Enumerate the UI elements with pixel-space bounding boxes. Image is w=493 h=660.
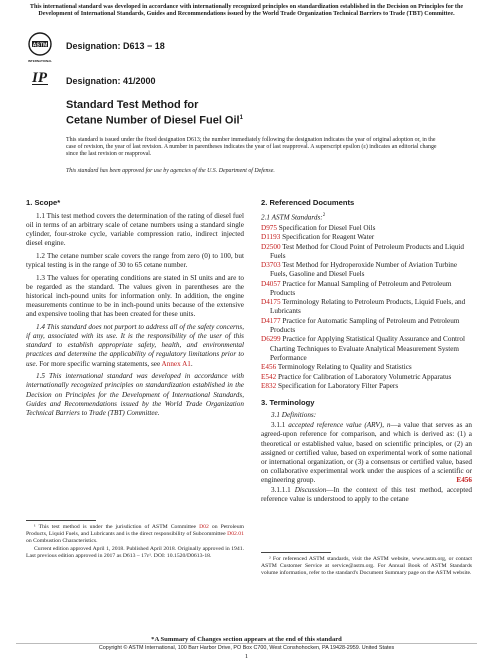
reference-code-link[interactable]: D4057 bbox=[261, 279, 281, 288]
reference-code-link[interactable]: E456 bbox=[261, 363, 277, 372]
reference-item bbox=[261, 243, 472, 261]
reference-item bbox=[261, 261, 472, 279]
scope-1-1: 1.1 This test method covers the determination of the rating of diesel fuel oil in terms of an arbitrary scale of cetane numbers using a standard single cylinder, four-stroke cycle, variable compression ratio, indirect injected diesel engine. bbox=[26, 212, 244, 248]
reference-code-link[interactable]: D3703 bbox=[261, 261, 281, 270]
astm-logo-text: INTERNATIONAL bbox=[28, 59, 52, 63]
reference-code-link[interactable]: D6299 bbox=[261, 335, 281, 344]
reference-title: Specification for Reagent Water bbox=[280, 233, 375, 242]
subcommittee-d02-01-link[interactable]: D02.01 bbox=[227, 530, 244, 537]
footnote-1-jurisdiction bbox=[26, 524, 244, 545]
reference-title: Test Method for Cloud Point of Petroleum Products and Liquid Fuels bbox=[270, 242, 465, 260]
reference-list bbox=[261, 224, 472, 392]
scope-1-3: 1.3 The values for operating conditions are stated in SI units and are to be regarded as the standard. The values given in parentheses are the historical inch-pound units for information only. In addition, the engine measurements continue to be in inch-pound units because of the extensive and expensive tooling that has been created for these units. bbox=[26, 274, 244, 319]
referenced-documents-heading: 2. Referenced Documents bbox=[261, 198, 355, 207]
committee-d02-link[interactable]: D02 bbox=[199, 524, 209, 530]
terminology-3-1-1-1 bbox=[261, 486, 472, 504]
footnote-1-text-a: ¹ This test method is under the jurisdiction of ASTM Committee bbox=[34, 524, 200, 530]
ip-logo bbox=[31, 68, 49, 86]
reference-title: Specification for Laboratory Filter Papers bbox=[276, 382, 399, 391]
scope-1-2: 1.2 The cetane number scale covers the range from zero (0) to 100, but typical testing is in the range of 30 to 65 cetane number. bbox=[26, 252, 244, 270]
footnote-divider bbox=[26, 520, 96, 521]
document-title bbox=[66, 99, 446, 128]
footnote-1-text-c: on Combustion Characteristics. bbox=[26, 537, 98, 544]
scope-1-4-rest: For more specific warning statements, see bbox=[37, 359, 162, 368]
term-arv-definition: —a value that serves as an agreed-upon reference for comparison, and which is derived as: (1) a theoretical or established value, based on scientific principles, or (2) an assigned or certified value, based on experimental work of some national or international organization, or (3) a consensus or certified value, based on collaborative experimental work under the auspices of a scientific or engineering group. bbox=[261, 421, 472, 484]
astm-logo bbox=[28, 32, 52, 64]
term-number: 3.1.1 bbox=[271, 421, 289, 430]
svg-text:IP: IP bbox=[32, 70, 47, 86]
reference-code-link[interactable]: D1193 bbox=[261, 233, 281, 242]
scope-heading: 1. Scope* bbox=[26, 198, 61, 207]
copyright-line: Copyright © ASTM International, 100 Barr Harbor Drive, PO Box C700, West Conshohocken, PA 19428-2959. United States bbox=[98, 645, 395, 651]
reference-code-link[interactable]: D975 bbox=[261, 223, 277, 232]
summary-of-changes-note: *A Summary of Changes section appears at the end of this standard bbox=[151, 636, 342, 643]
astm-standards-intro bbox=[261, 211, 472, 222]
reference-code-link[interactable]: E832 bbox=[261, 382, 277, 391]
reference-code-link[interactable]: E542 bbox=[261, 372, 277, 381]
discussion-number: 3.1.1.1 bbox=[271, 486, 295, 495]
reference-item bbox=[261, 280, 472, 298]
reference-title: Specification for Diesel Fuel Oils bbox=[276, 223, 376, 232]
terminology-3-1-1 bbox=[261, 421, 472, 485]
terminology-heading: 3. Terminology bbox=[261, 398, 315, 408]
reference-title: Practice for Manual Sampling of Petroleum and Petroleum Products bbox=[270, 279, 452, 297]
reference-item bbox=[261, 224, 472, 233]
left-column bbox=[26, 198, 244, 422]
reference-item bbox=[261, 382, 472, 391]
footnote-1-edition: Current edition approved April 1, 2018. Published April 2018. Originally approved in 1941. Last previous edition approved in 2017 as D613 – 17ε¹. DOI: 10.1520/D0613-18. bbox=[26, 546, 244, 560]
reference-title: Test Method for Hydroperoxide Number of Aviation Turbine Fuels, Gasoline and Diesel Fuels bbox=[270, 261, 458, 279]
footnote-divider-right bbox=[261, 552, 331, 553]
title-line-2-text: Cetane Number of Diesel Fuel Oil bbox=[66, 114, 240, 127]
scope-1-4-italic: 1.4 This standard does not purport to address all of the safety concerns, if any, associated with its use. It is the responsibility of the user of this standard to establish appropriate safety, health, and environmental practices and determine the applicability of regulatory limitations prior to use. bbox=[26, 323, 244, 368]
astm-standards-footnote-marker: 2 bbox=[322, 213, 326, 219]
reference-title: Terminology Relating to Petroleum Products, Liquid Fuels, and Lubricants bbox=[270, 298, 466, 316]
reference-code-link[interactable]: D4175 bbox=[261, 298, 281, 307]
designation: Designation: D613 − 18 bbox=[66, 41, 165, 51]
reference-item bbox=[261, 335, 472, 362]
reference-title: Practice for Calibration of Laboratory Volumetric Apparatus bbox=[276, 372, 452, 381]
title-line-2 bbox=[66, 112, 446, 128]
reference-item bbox=[261, 363, 472, 372]
annex-a1-link[interactable]: Annex A1 bbox=[161, 359, 191, 368]
scope-1-4-end: . bbox=[190, 359, 193, 368]
wto-notice: This international standard was developed in accordance with internationally recognized principles on standardization established in the Decision on Principles for the Development of International Standards, Guides and Recommendations issued by the World Trade Organization Technical Barriers to Trade (TBT) Committee. bbox=[29, 4, 464, 18]
reference-title: Terminology Relating to Quality and Statistics bbox=[276, 363, 412, 372]
term-arv: accepted reference value (ARV), n bbox=[288, 421, 391, 430]
astm-standards-label: 2.1 ASTM Standards: bbox=[261, 213, 323, 222]
discussion-text: —In the context of this test method, accepted reference value is understood to apply to the cetane bbox=[261, 486, 472, 504]
reference-item bbox=[261, 317, 472, 335]
svg-text:ASTM: ASTM bbox=[32, 42, 48, 49]
footnote-2-text: ² For referenced ASTM standards, visit the ASTM website, www.astm.org, or contact ASTM Customer Service at service@astm.org. For Annual Book of ASTM Standards volume information, refer to the standard's Document Summary page on the ASTM website. bbox=[261, 556, 472, 576]
reference-code-link[interactable]: D2500 bbox=[261, 242, 281, 251]
discussion-label: Discussion bbox=[294, 486, 327, 495]
reference-item bbox=[261, 233, 472, 242]
bottom-rule bbox=[16, 643, 477, 644]
title-line-1: Standard Test Method for bbox=[66, 99, 199, 111]
title-footnote-marker: 1 bbox=[239, 115, 243, 121]
footnote-1 bbox=[26, 524, 244, 562]
footnote-1-text-b: on Petroleum Products, Liquid Fuels, and Lubricants and is the direct responsibility of Subcommittee bbox=[26, 524, 244, 537]
page-number: 1 bbox=[244, 653, 249, 660]
standard-note: This standard is issued under the fixed designation D613; the number immediately following the designation indicates the year of original adoption or, in the case of revision, the year of last revision. A number in parentheses indicates the year of last reapproval. A superscript epsilon (ε) indicates an editorial change since the last revision or reapproval. bbox=[66, 137, 437, 158]
designation-ip: Designation: 41/2000 bbox=[66, 76, 156, 86]
reference-title: Practice for Applying Statistical Quality Assurance and Control Charting Techniques to Evaluate Analytical Measurement System Performance bbox=[270, 335, 466, 362]
scope-1-4 bbox=[26, 323, 244, 368]
scope-1-5: 1.5 This international standard was developed in accordance with internationally recognized principles on standardization established in the Decision on Principles for the Development of International Standards, Guides and Recommendations issued by the World Trade Organization Technical Barriers to Trade (TBT) Committee. bbox=[26, 372, 244, 417]
terminology-3-1: 3.1 Definitions: bbox=[271, 411, 317, 420]
right-column bbox=[261, 198, 472, 508]
reference-title: Practice for Automatic Sampling of Petroleum and Petroleum Products bbox=[270, 316, 460, 334]
approval-note: This standard has been approved for use by agencies of the U.S. Department of Defense. bbox=[66, 168, 275, 174]
e456-link[interactable]: E456 bbox=[456, 475, 472, 484]
reference-item bbox=[261, 373, 472, 382]
reference-code-link[interactable]: D4177 bbox=[261, 316, 281, 325]
footnote-2 bbox=[261, 556, 472, 578]
reference-item bbox=[261, 298, 472, 316]
